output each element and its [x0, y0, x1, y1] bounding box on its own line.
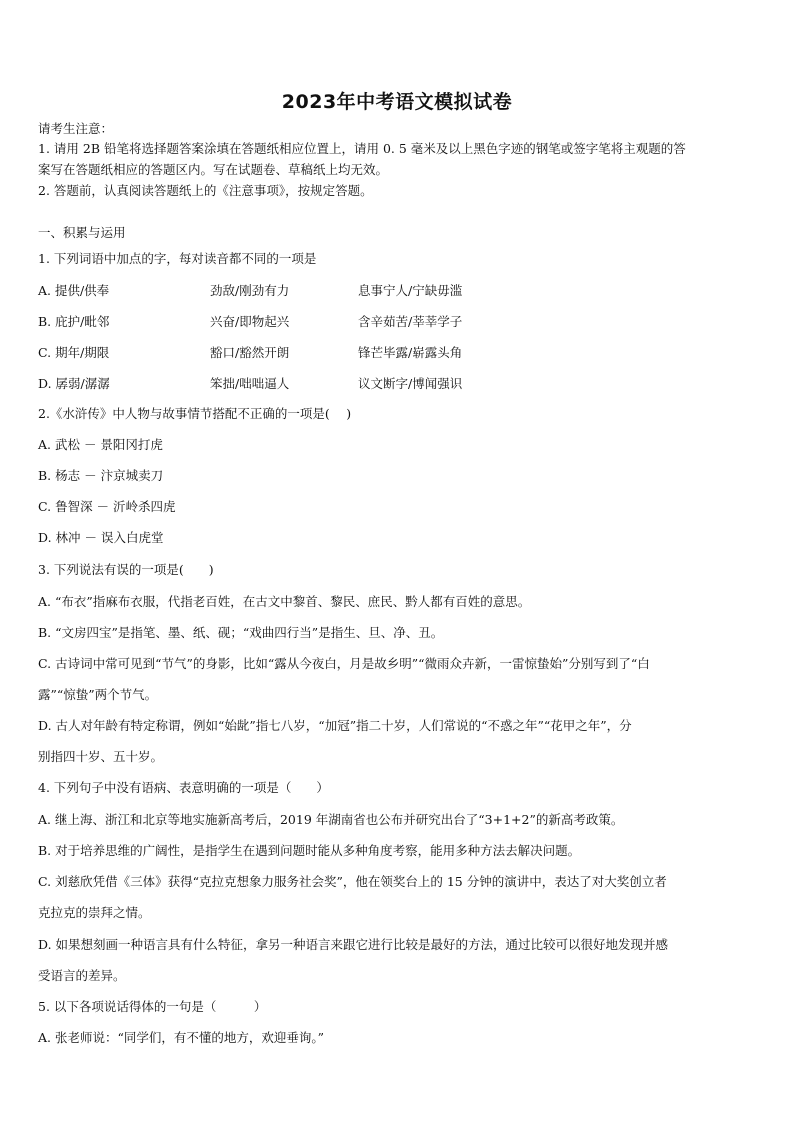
- question-4-stem: 4. 下列句子中没有语病、表意明确的一项是（ ）: [38, 780, 329, 795]
- question-2-option-a: A. 武松 － 景阳冈打虎: [38, 437, 163, 452]
- question-4-option-a: A. 继上海、浙江和北京等地实施新高考后，2019 年湖南省也公布并研究出台了“3+1+2”的新高考政策。: [38, 812, 624, 827]
- question-5-stem: 5. 以下各项说话得体的一句是（ ）: [38, 999, 267, 1014]
- option-cell: C. 期年/期限: [38, 345, 110, 360]
- question-3-option-c-line-2: 露”“惊蛰”两个节气。: [38, 687, 158, 702]
- option-cell: 笨拙/咄咄逼人: [210, 376, 290, 391]
- option-cell: 锋芒毕露/崭露头角: [358, 345, 463, 360]
- question-3-option-d-line-2: 别指四十岁、五十岁。: [38, 749, 164, 764]
- option-cell: 含辛茹苦/莘莘学子: [358, 314, 463, 329]
- question-1-option-b: [38, 312, 760, 330]
- question-5-option-a: A. 张老师说：“同学们，有不懂的地方，欢迎垂询。”: [38, 1030, 325, 1045]
- question-3-option-d-line-1: D. 古人对年龄有特定称谓，例如“始龀”指七八岁，“加冠”指二十岁，人们常说的“不惑之年”“花甲之年”，分: [38, 718, 632, 733]
- question-1-stem: 1. 下列词语中加点的字，每对读音都不同的一项是: [38, 251, 317, 266]
- option-cell: A. 提供/供奉: [38, 283, 110, 298]
- option-cell: 劲敌/刚劲有力: [210, 283, 290, 298]
- question-4-option-d-line-2: 受语言的差异。: [38, 968, 126, 983]
- question-1-option-d: [38, 374, 760, 392]
- page-title: 2023年中考语文模拟试卷: [281, 91, 513, 113]
- question-3-option-b: B. “文房四宝”是指笔、墨、纸、砚；“戏曲四行当”是指生、旦、净、丑。: [38, 625, 444, 640]
- option-cell: B. 庇护/毗邻: [38, 314, 110, 329]
- question-3-option-c-line-1: C. 古诗词中常可见到“节气”的身影，比如“露从今夜白，月是故乡明”“微雨众卉新，一雷惊蛰始”分别写到了“白: [38, 656, 650, 671]
- notice-item-1-line-1: 1. 请用 2B 铅笔将选择题答案涂填在答题纸相应位置上，请用 0. 5 毫米及以上黑色字迹的钢笔或签字笔将主观题的答: [38, 141, 686, 156]
- option-cell: 议文断字/博闻强识: [358, 376, 463, 391]
- option-cell: 豁口/豁然开朗: [210, 345, 290, 360]
- section-heading: 一、积累与运用: [38, 225, 126, 240]
- question-4-option-d-line-1: D. 如果想刻画一种语言具有什么特征，拿另一种语言来跟它进行比较是最好的方法，通过比较可以很好地发现并感: [38, 937, 669, 952]
- question-2-option-c: C. 鲁智深 － 沂岭杀四虎: [38, 499, 176, 514]
- question-3-stem: 3. 下列说法有误的一项是( ): [38, 562, 214, 577]
- option-cell: 息事宁人/宁缺毋滥: [358, 283, 463, 298]
- question-2-stem: 2.《水浒传》中人物与故事情节搭配不正确的一项是( ): [38, 406, 352, 421]
- question-1-option-a: [38, 281, 760, 299]
- question-1-option-c: [38, 343, 760, 361]
- notice-heading: 请考生注意：: [38, 121, 114, 136]
- question-2-option-b: B. 杨志 － 汴京城卖刀: [38, 468, 164, 483]
- question-2-option-d: D. 林冲 － 误入白虎堂: [38, 530, 164, 545]
- notice-item-1-line-2: 案写在答题纸相应的答题区内。写在试题卷、草稿纸上均无效。: [38, 162, 389, 177]
- notice-item-2: 2. 答题前，认真阅读答题纸上的《注意事项》，按规定答题。: [38, 183, 373, 198]
- question-3-option-a: A. “布衣”指麻布衣服，代指老百姓，在古文中黎首、黎民、庶民、黔人都有百姓的意思。: [38, 594, 531, 609]
- option-cell: D. 孱弱/潺潺: [38, 376, 110, 391]
- question-4-option-b: B. 对于培养思维的广阔性，是指学生在遇到问题时能从多种角度考察，能用多种方法去解决问题。: [38, 843, 581, 858]
- question-4-option-c-line-1: C. 刘慈欣凭借《三体》获得“克拉克想象力服务社会奖”，他在领奖台上的 15 分钟的演讲中，表达了对大奖创立者: [38, 874, 667, 889]
- question-4-option-c-line-2: 克拉克的崇拜之情。: [38, 905, 151, 920]
- option-cell: 兴奋/即物起兴: [210, 314, 290, 329]
